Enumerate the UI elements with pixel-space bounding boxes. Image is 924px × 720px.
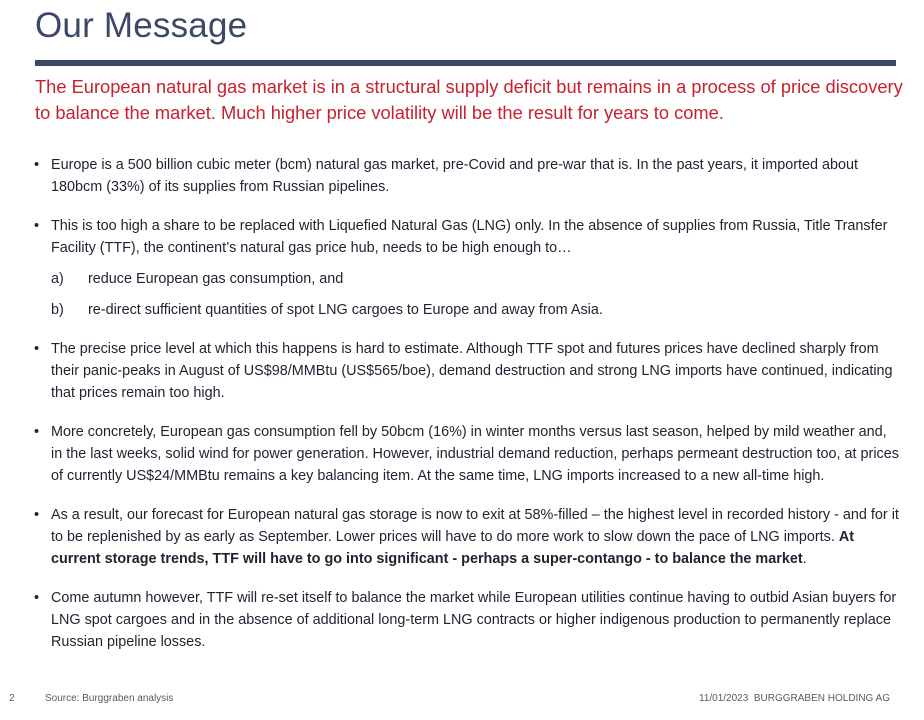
bullet-emphasis: At current storage trends, TTF will have to go into significant - perhaps a super-contango - to balance the market bbox=[51, 529, 855, 567]
sub-item-label: b) bbox=[51, 302, 64, 318]
bullet-item: • Come autumn however, TTF will re-set itself to balance the market while European utilities continue having to outbid Asian buyers for LNG spot cargoes and in the absence of additional long-term LNG contracts or higher indigenous production to permanently replace Russian pipeline losses. bbox=[34, 587, 899, 653]
sub-item-text: re-direct sufficient quantities of spot LNG cargoes to Europe and away from Asia. bbox=[88, 302, 603, 318]
page-number: 2 bbox=[9, 693, 15, 704]
headline-message: The European natural gas market is in a structural supply deficit but remains in a process of price discovery to balance the market. Much higher price volatility will be the result for years to come. bbox=[35, 76, 903, 123]
footer-company: BURGGRABEN HOLDING AG bbox=[753, 693, 890, 704]
bullet-list bbox=[34, 154, 899, 653]
bullet-item: • This is too high a share to be replaced with Liquefied Natural Gas (LNG) only. In the absence of supplies from Russia, Title Transfer Facility (TTF), the continent’s natural gas price hub, needs to be high enough to… bbox=[34, 215, 899, 259]
sub-item bbox=[34, 268, 899, 290]
bullet-item: • More concretely, European gas consumption fell by 50bcm (16%) in winter months versus last season, helped by mild weather and, in the last weeks, solid wind for power generation. However, industrial demand reduction, perhaps permeant destruction too, at prices of currently US$24/MMBtu remains a key balancing item. At the same time, LNG imports increased to a new all-time high. bbox=[34, 421, 899, 487]
bullet-item: • The precise price level at which this happens is hard to estimate. Although TTF spot and futures prices have declined sharply from their panic-peaks in August of US$98/MMBtu (US$565/boe), demand destruction and strong LNG imports have continued, indicating that prices remain too high. bbox=[34, 338, 899, 404]
bullet-text-end: . bbox=[802, 551, 807, 567]
bullet-item: • Europe is a 500 billion cubic meter (bcm) natural gas market, pre-Covid and pre-war that is. In the past years, it imported about 180bcm (33%) of its supplies from Russian pipelines. bbox=[34, 154, 899, 198]
bullet-item bbox=[34, 504, 899, 570]
bullet-text: As a result, our forecast for European natural gas storage is now to exit at 58%-filled – the highest level in recorded history - and for it to be replenished by as early as September. Lower prices will have to do more work to slow down the pace of LNG imports. bbox=[51, 507, 899, 545]
slide-title: Our Message bbox=[35, 6, 248, 45]
sub-item bbox=[34, 299, 899, 321]
sub-item-label: a) bbox=[51, 271, 64, 287]
footer-date: 11/01/2023 bbox=[698, 693, 749, 704]
title-divider bbox=[35, 60, 896, 66]
source-note: Source: Burggraben analysis bbox=[45, 693, 174, 704]
footer-right bbox=[699, 693, 890, 704]
sub-item-text: reduce European gas consumption, and bbox=[88, 271, 344, 287]
